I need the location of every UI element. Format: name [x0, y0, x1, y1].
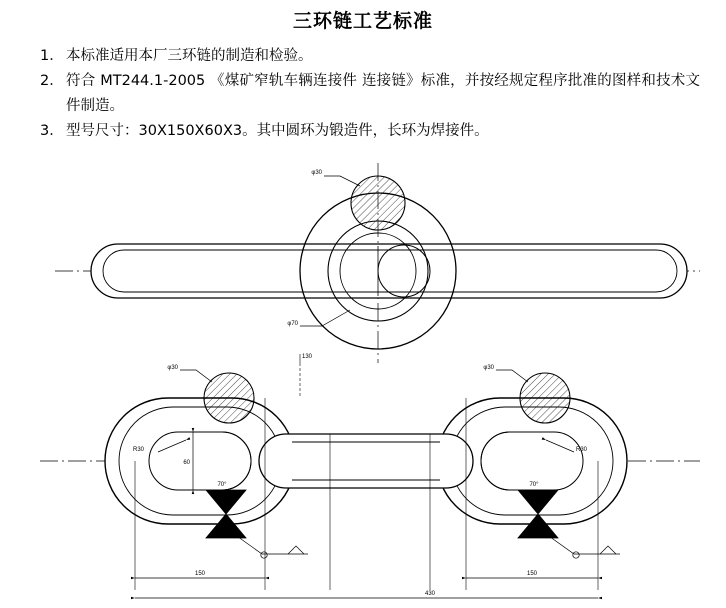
clause-text: 符合 MT244.1-2005 《煤矿窄轨车辆连接件 连接链》标准，并按经规定程序批准的图样和技术文件制造。: [66, 73, 700, 114]
bottom-view-group: [40, 354, 700, 598]
bottom-view-right-weld-leader-dot: [573, 552, 579, 558]
top-view-hatched-section: [351, 176, 405, 230]
page-root: [0, 8, 726, 608]
chain-technical-drawing: [0, 158, 726, 608]
clause-number: 3．: [40, 123, 64, 139]
bottom-view-left-radius-label: R30: [133, 447, 145, 453]
bottom-view-left-weld-angle-label: 70°: [217, 482, 227, 488]
clause-number: 1．: [40, 48, 64, 64]
bottom-view-right-weld-flag: [596, 546, 620, 554]
bottom-view-overall-length-label: 430: [424, 591, 436, 597]
clause-list: [0, 44, 726, 144]
bottom-view-right-hatched-section: [520, 373, 570, 423]
top-view-inner-diameter-leader: [300, 310, 350, 326]
bottom-view-right-length-label: 150: [526, 571, 538, 577]
list-item: [0, 69, 726, 119]
top-view-bar-diameter-label: φ30: [311, 170, 322, 176]
bottom-view-left-bar-diameter-leader: [180, 370, 212, 382]
list-item: [0, 119, 726, 144]
list-item: [0, 44, 726, 69]
top-view-long-link-outline: [91, 244, 687, 298]
top-view-group: [55, 163, 700, 363]
bottom-view-left-weld-leader-dot: [261, 552, 267, 558]
clause-text: 型号尺寸：30X150X60X3。其中圆环为锻造件，长环为焊接件。: [66, 123, 489, 139]
bottom-view-left-height-label: 60: [183, 460, 190, 466]
bottom-view-left-bar-diameter-label: φ30: [167, 365, 178, 371]
bottom-view-left-hatched-section: [204, 373, 254, 423]
page-title: 三环链工艺标准: [292, 10, 433, 32]
bottom-view-center-pitch-label: 130: [302, 354, 313, 360]
bottom-view-right-bar-diameter-label: φ30: [483, 365, 494, 371]
top-view-inner-diameter-label: φ70: [287, 321, 298, 327]
top-view-bar-diameter-leader: [324, 176, 360, 186]
bottom-view-left-length-label: 150: [194, 571, 206, 577]
clause-number: 2．: [40, 73, 64, 89]
bottom-view-right-weld-angle-label: 70°: [529, 482, 539, 488]
bottom-view-right-bar-diameter-leader: [496, 370, 528, 382]
bottom-view-left-weld-flag: [284, 546, 308, 554]
clause-text: 本标准适用本厂三环链的制造和检验。: [66, 48, 313, 64]
bottom-view-right-radius-label: R30: [576, 447, 588, 453]
